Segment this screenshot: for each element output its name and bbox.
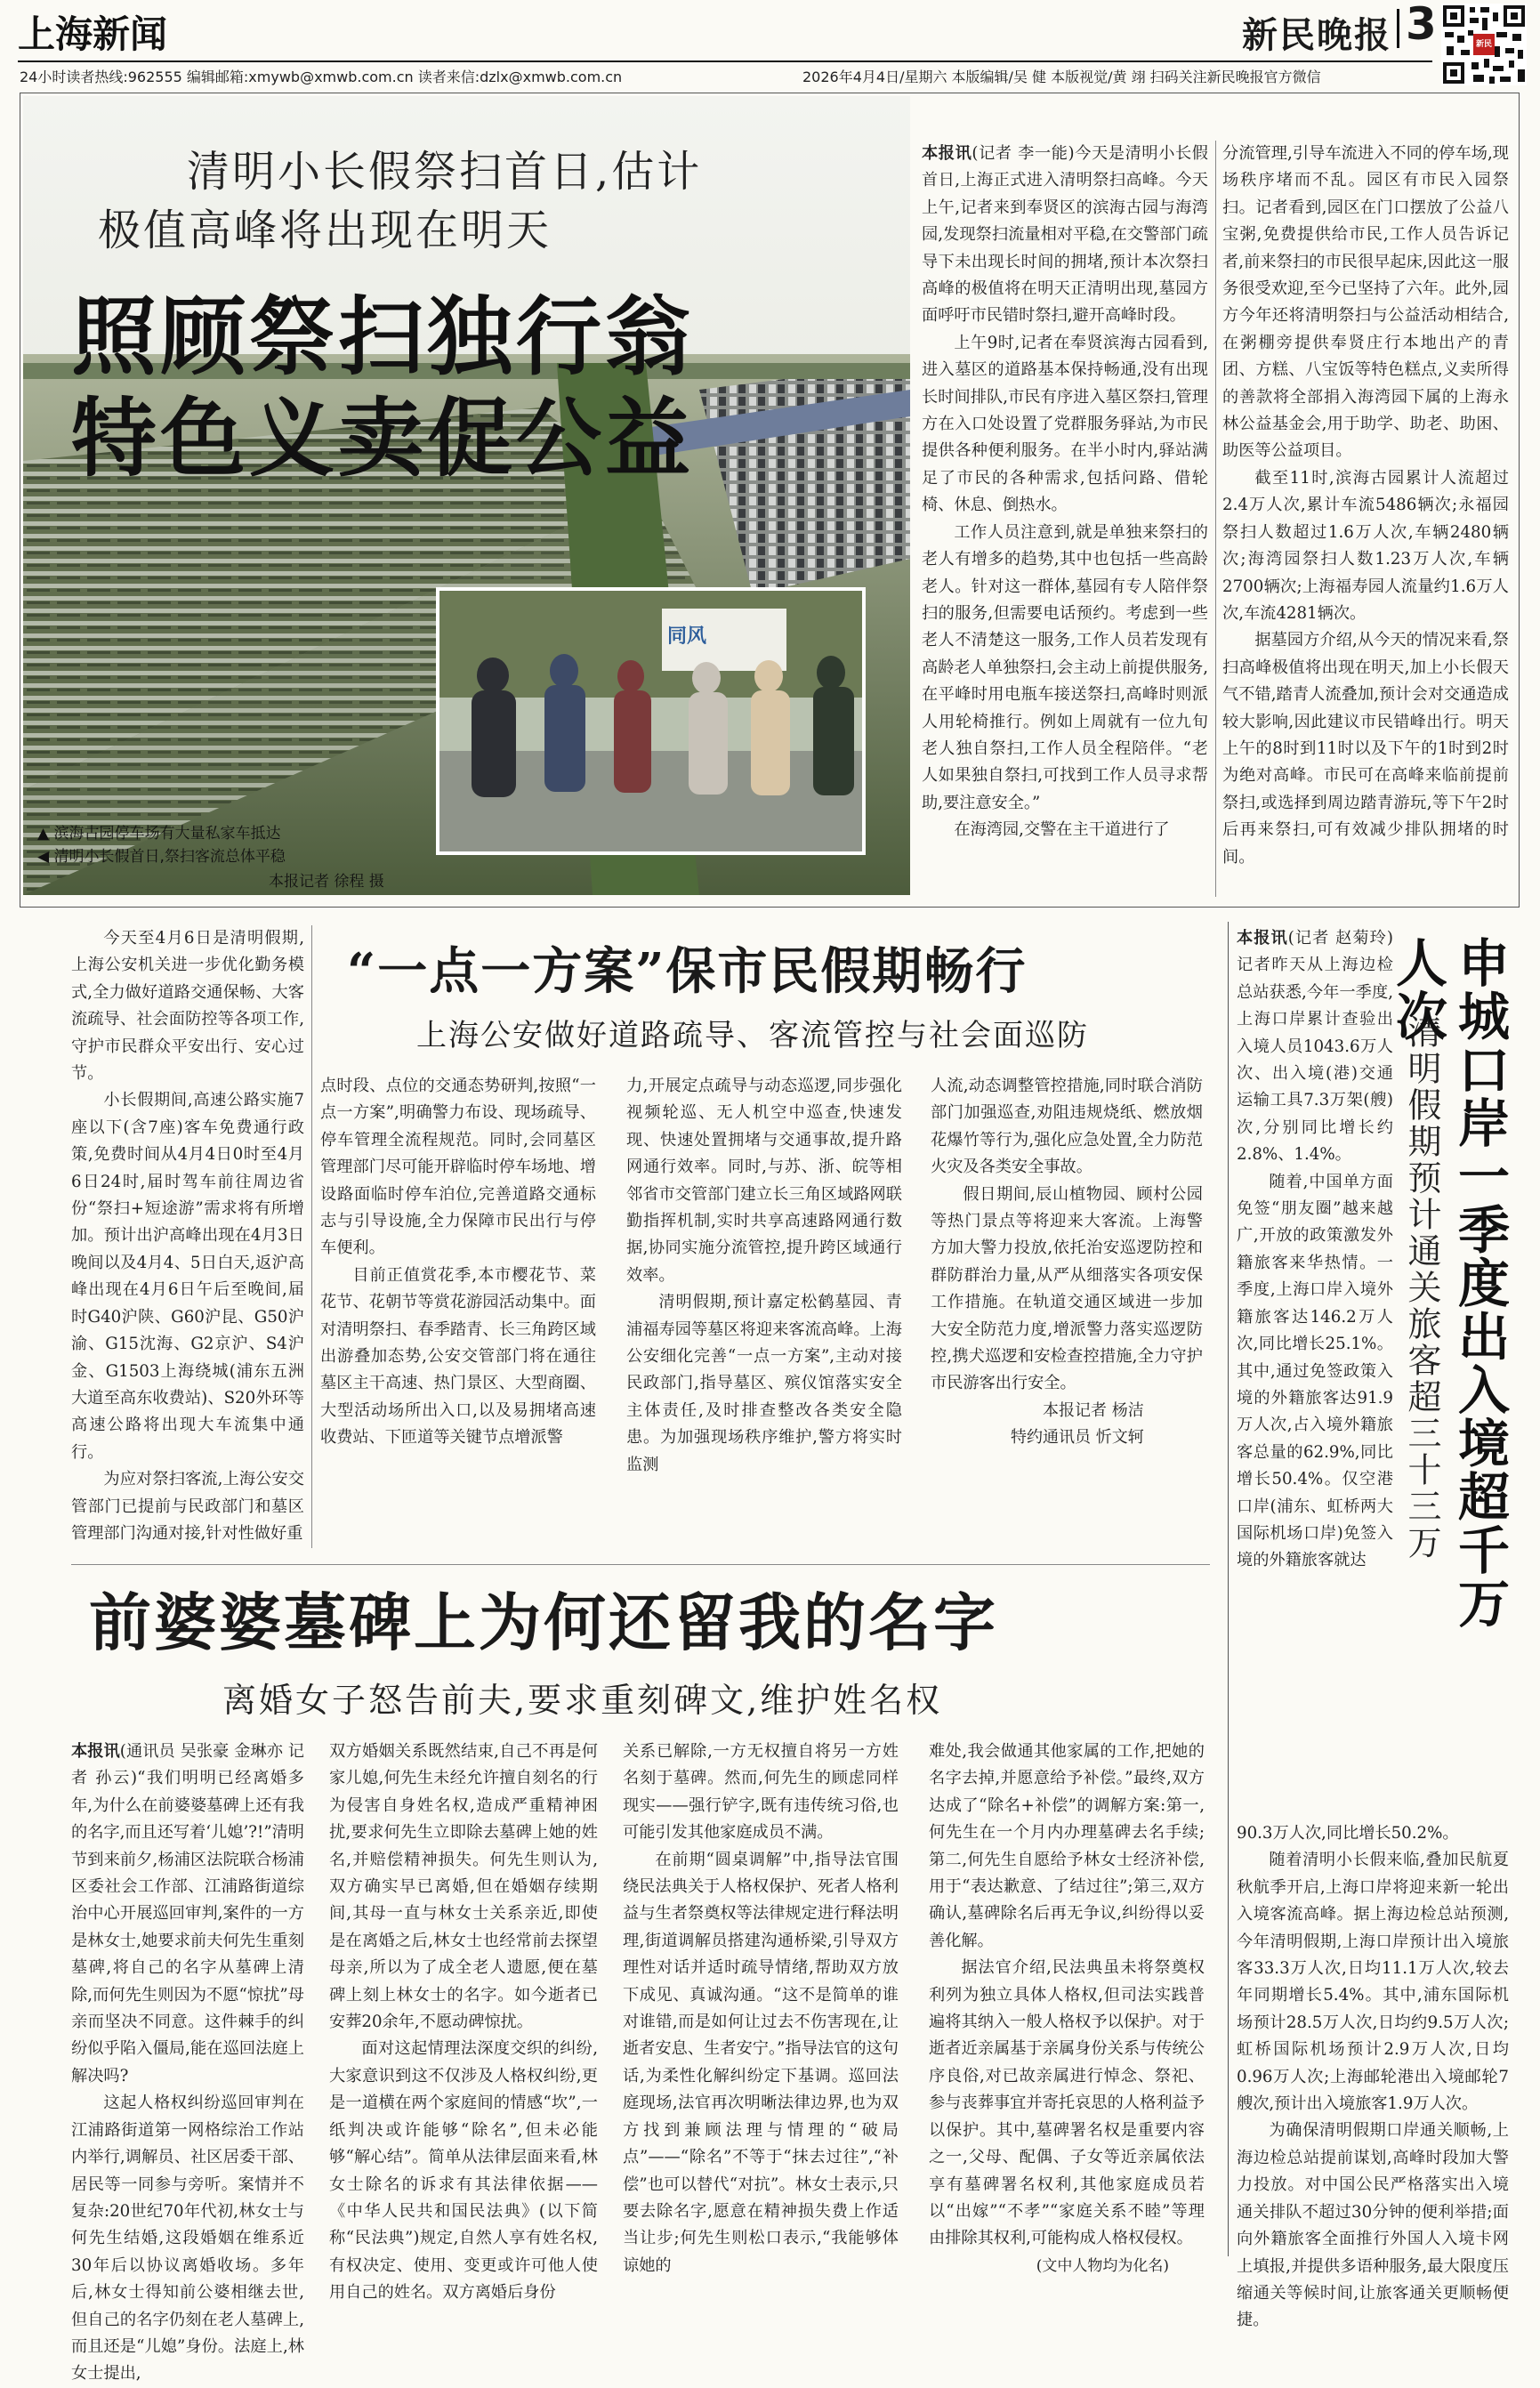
story1-photo-credit: 本报记者 徐程 摄 <box>269 873 384 891</box>
story4-lead: 本报讯 <box>1237 929 1288 948</box>
story1-kicker <box>98 142 702 260</box>
story1-p3: 工作人员注意到,就是单独来祭扫的老人有增多的趋势,其中也包括一些高龄老人。针对这一群体,墓园有专人陪伴祭扫的服务,但需要电话预约。考虑到一些老人不清楚这一服务,工作人员若发现有高龄老人单独祭扫,会主动上前提供服务,在平峰时用电瓶车接送祭扫,高峰时则派人用轮椅推行。例如上周就有一位九旬老人独自祭扫,工作人员全程陪伴。“老人如果独自祭扫,可找到工作人员寻求帮助,要注意安全。” <box>922 522 1208 812</box>
story2-body-col2 <box>320 1073 596 1558</box>
story1-col-rule <box>1215 141 1216 897</box>
story1-p2: 上午9时,记者在奉贤滨海古园看到,进入墓区的道路基本保持畅通,没有出现长时间排队,市民有序进入墓区祭扫,管理方在入口处设置了党群服务驿站,为市民提供各种便利服务。在半小时内,驿站满足了市民的各种需求,包括问路、借轮椅、休息、倒热水。 <box>922 333 1208 515</box>
story2-body-col4 <box>931 1073 1203 1558</box>
visitors-crowd-image <box>439 591 862 851</box>
story4-box-border <box>1228 922 1229 2256</box>
story2-headline: “一点一方案”保市民假期畅行 <box>347 942 1028 1001</box>
story3-p6: 在前期“圆桌调解”中,指导法官围绕民法典关于人格权保护、死者人格利益与生者祭奠权等法律规定进行释法明理,街道调解员搭建沟通桥梁,引导双方理性对话并适时疏导情绪,帮助双方放下成见、真诚沟通。“这不是简单的谁对谁错,而是如何让过去不伤害现在,让逝者安息、生者安宁。”指导法官的这句话,为柔性化解纠纷定下基调。巡回法庭现场,法官再次明晰法律边界,也为双方找到兼顾法理与情理的“破局点”——“除名”不等于“抹去过往”,“补偿”也可以替代“对抗”。林女士表示,只要去除名字,愿意在精神损失费上作适当让步;何先生则松口表示,“我能够体谅她的 <box>623 1850 899 2275</box>
story4-p4: 随着清明小长假来临,叠加民航夏秋航季开启,上海口岸将迎来新一轮出入境客流高峰。据上海边检总站预测,今年清明假期,上海口岸预计出入境旅客33.3万人次,日均11.1万人次,较去年同期增长5.4%。其中,浦东国际机场预计28.5万人次,日均约9.5万人次;虹桥国际机场预计2.9万人次,日均0.96万人次;上海邮轮港出入境邮轮7艘次,预计出入境旅客1.9万人次。 <box>1237 1851 1509 2114</box>
story3-p7: 难处,我会做通其他家属的工作,把她的名字去掉,并愿意给予补偿。”最终,双方达成了“除名+补偿”的调解方案:第一,何先生在一个月内办理墓碑去名手续;第二,何先生自愿给予林女士经济补偿,用于“表达歉意、了结过往”;第三,双方确认,墓碑除名后再无争议,纠纷得以妥善化解。 <box>929 1742 1205 1950</box>
story3-p2: 这起人格权纠纷巡回审判在江浦路街道第一网格综治工作站内举行,调解员、社区居委干部、居民等一同参与旁听。案情并不复杂:20世纪70年代初,林女士与何先生结婚,这段婚姻在维系近30年后以协议离婚收场。多年后,林女士得知前公婆相继去世,但自己的名字仍刻在老人墓碑上,而且还是“儿媳”身份。法庭上,林女士提出, <box>71 2094 304 2384</box>
story4-body-bottom <box>1237 1820 1509 2330</box>
story2-p9: 假日期间,辰山植物园、顾村公园等热门景点等将迎来大客流。上海警方加大警力投放,依托治安巡逻防控和群防群治力量,从严从细落实各项安保工作措施。在轨道交通区域进一步加大安全防范力度,增派警力落实巡逻防控,携犬巡逻和安检查控措施,全力守护市民游客出行安全。 <box>931 1184 1203 1393</box>
story3-p5: 关系已解除,一方无权擅自将另一方姓名刻于墓碑。然而,何先生的顾虑同样现实——强行铲字,既有违传统习俗,也可能引发其他家庭成员不满。 <box>623 1742 899 1843</box>
story3-p3: 双方婚姻关系既然结束,自己不再是何家儿媳,何先生未经允许擅自刻名的行为侵害自身姓名权,造成严重精神困扰,要求何先生立即除去墓碑上她的姓名,并赔偿精神损失。何先生则认为,双方确实早已离婚,但在婚姻存续期间,其母一直与林女士关系亲近,即使是在离婚之后,林女士也经常前去探望母亲,所以为了成全老人遗愿,便在墓碑上刻上林女士的名字。如今逝者已安葬20余年,不愿动碑惊扰。 <box>329 1742 598 2032</box>
reader-hotline: 24小时读者热线:962555 编辑邮箱:xmywb@xmwb.com.cn 读者来信:dzlx@xmwb.com.cn <box>20 69 623 85</box>
header-rule <box>18 61 1432 62</box>
story2-body-col3 <box>626 1073 902 1558</box>
story1-lead: 本报讯 <box>922 144 972 163</box>
story1-headline <box>71 286 694 489</box>
story4-p2: 随着,中国单方面免签“朋友圈”越来越广,开放的政策激发外籍旅客来华热情。一季度,上海口岸入境外籍旅客达146.2万人次,同比增长25.1%。其中,通过免签政策入境的外籍旅客达91.9万人次,占入境外籍旅客总量的62.9%,同比增长50.4%。仅空港口岸(浦东、虹桥两大国际机场口岸)免签入境的外籍旅客就达 <box>1237 1172 1393 1570</box>
story3-note: (文中人物均为化名) <box>1036 2256 1169 2275</box>
story4-p1: 本报讯(记者 赵菊玲)记者昨天从上海边检总站获悉,今年一季度,上海口岸累计查验出入境人员1043.6万人次、出入境(港)交通运输工具7.3万架(艘)次,分别同比增长约2.8%、1.4%。 <box>1237 929 1393 1165</box>
page-header <box>0 0 1540 89</box>
story3-subhead: 离婚女子怒告前夫,要求重刻碑文,维护姓名权 <box>222 1681 943 1720</box>
story1-p6: 截至11时,滨海古园累计人流超过2.4万人次,累计车流5486辆次;永福园祭扫人数超过1.6万人次,车辆2480辆次;海湾园祭扫人数1.23万人次,车辆2700辆次;上海福寿园人流量约1.6万人次,车流4281辆次。 <box>1222 468 1509 623</box>
story1-p4: 在海湾园,交警在主干道进行了 <box>954 820 1170 840</box>
story3-lead: 本报讯 <box>71 1742 120 1761</box>
story2-body-col1 <box>71 925 304 1557</box>
story1-kicker-line2: 极值高峰将出现在明天 <box>98 206 552 255</box>
story2-p6: 力,开展定点疏导与动态巡逻,同步强化视频轮巡、无人机空中巡查,快速发现、快速处置拥堵与交通事故,提升路网通行效率。同时,与苏、浙、皖等相邻省市交管部门建立长三角区域路网联勤指挥机制,实时共享高速路网通行数据,协同实施分流管控,提升跨区域通行效率。 <box>626 1077 902 1285</box>
story2-p4: 点时段、点位的交通态势研判,按照“一点一方案”,明确警力布设、现场疏导、停车管理全流程规范。同时,会同墓区管理部门尽可能开辟临时停车场地、增设路面临时停车泊位,完善道路交通标志与引导设施,全力保障市民出行与停车便利。 <box>320 1077 596 1258</box>
story4-p3: 90.3万人次,同比增长50.2%。 <box>1237 1824 1459 1843</box>
story3-body-col3 <box>623 1739 899 2275</box>
story1-p1: 本报讯(记者 李一能)今天是清明小长假首日,上海正式进入清明祭扫高峰。今天上午,记者来到奉贤区的滨海古园与海湾园,发现祭扫流量相对平稳,在交警部门疏导下未出现长时间的拥堵,预计本次祭扫高峰的极值将在明天正清明出现,墓园方面呼吁市民错时祭扫,避开高峰时段。 <box>922 144 1208 326</box>
story4-subhead: 清明假期预计通关旅客超三十三万 <box>1402 1014 1441 1561</box>
story2-p7: 清明假期,预计嘉定松鹤墓园、青浦福寿园等墓区将迎来客流高峰。上海公安细化完善“一点一方案”,主动对接民政部门,指导墓区、殡仪馆落实安全主体责任,及时排查整改各类安全隐患。为加强现场秩序维护,警方将实时监测 <box>626 1293 902 1474</box>
story2-byline-1: 本报记者 杨洁 <box>1043 1400 1144 1420</box>
story2-p3: 为应对祭扫客流,上海公安交管部门已提前与民政部门和墓区管理部门沟通对接,针对性做好重 <box>71 1470 304 1543</box>
story3-p4: 面对这起情理法深度交织的纠纷,大家意识到这不仅涉及人格权纠纷,更是一道横在两个家庭间的情感“坎”,一纸判决或许能够“除名”,但未必能够“解心结”。简单从法律层面来看,林女士除名的诉求有其法律依据——《中华人民共和国民法典》(以下简称“民法典”)规定,自然人享有姓名权,有权决定、使用、变更或许可他人使用自己的姓名。双方离婚后身份 <box>329 2039 598 2303</box>
story1-headline-line2: 特色义卖促公益 <box>71 389 694 488</box>
story3-body-col4 <box>929 1739 1205 2275</box>
newspaper-brand: 新民晚报 <box>1242 14 1391 56</box>
story1-caption-2: ◀ 清明小长假首日,祭扫客流总体平稳 <box>37 848 286 866</box>
story4-headline: 申城口岸一季度出入境超千万人次 <box>1387 936 1510 1630</box>
story4-body-top <box>1237 925 1393 1797</box>
story2-subhead: 上海公安做好道路疏导、客流管控与社会面巡防 <box>416 1018 1089 1053</box>
story1-kicker-line1: 清明小长假祭扫首日,估计 <box>187 147 703 197</box>
qr-code[interactable] <box>1441 4 1527 85</box>
section-divider <box>71 1564 1210 1565</box>
story3-body-col2 <box>329 1739 598 2303</box>
story2-p2: 小长假期间,高速公路实施7座以下(含7座)客车免费通行政策,免费时间从4月4日0时至4月6日24时,届时驾车前往周边省份“祭扫+短途游”需求将有所增加。预计出沪高峰出现在4月3日晚间以及4月4、5日白天,返沪高峰出现在4月6日午后至晚间,届时G40沪陕、G60沪昆、G50沪渝、G15沈海、G2京沪、S4沪金、G1503上海绕城(浦东五洲大道至高东收费站)、S20外环等高速公路将出现大车流集中通行。 <box>71 1091 304 1462</box>
section-title: 上海新闻 <box>18 12 168 56</box>
page-number: 3 <box>1406 0 1437 50</box>
story1-body-col2 <box>1222 141 1509 900</box>
qr-logo-label: 新民 <box>1475 40 1492 49</box>
shop-sign: 同风 <box>667 625 707 648</box>
story3-p8: 据法官介绍,民法典虽未将祭奠权利列为独立具体人格权,但司法实践普遍将其纳入一般人格权予以保护。对于逝者近亲属基于亲属身份关系与传统公序良俗,对已故亲属进行悼念、祭祀、参与丧葬事宜并寄托哀思的人格利益予以保护。其中,墓碑署名权是重要内容之一,父母、配偶、子女等近亲属依法享有墓碑署名权利,其他家庭成员若以“出嫁”“不孝”“家庭关系不睦”等理由排除其权利,可能构成人格权侵权。 <box>929 1958 1205 2248</box>
story3-p1: 本报讯(通讯员 吴张豪 金琳亦 记者 孙云)“我们明明已经离婚多年,为什么在前婆婆墓碑上还有我的名字,而且还写着‘儿媳’?!”清明节到来前夕,杨浦区法院联合杨浦区委社会工作部、江浦路街道综治中心开展巡回审判,案件的一方是林女士,她要求前夫何先生重刻墓碑,将自己的名字从墓碑上清除,而何先生则因为不愿“惊扰”母亲而坚决不同意。这件棘手的纠纷似乎陷入僵局,能在巡回法庭上解决吗? <box>71 1742 304 2085</box>
story1-photo-visitors <box>436 587 866 855</box>
story2-byline-2: 特约通讯员 忻文轲 <box>1011 1428 1144 1448</box>
story4-p5: 为确保清明假期口岸通关顺畅,上海边检总站提前谋划,高峰时段加大警力投放。对中国公民严格落实出入境通关排队不超过30分钟的便利举措;面向外籍旅客全面推行外国人入境卡网上填报,并提供多语种服务,最大限度压缩通关等候时间,让旅客通关更顺畅便捷。 <box>1237 2121 1509 2330</box>
page-number-divider <box>1397 9 1399 48</box>
story1-p5: 分流管理,引导车流进入不同的停车场,现场秩序堵而不乱。园区有市民入园祭扫。记者看到,园区在门口摆放了公益八宝粥,免费提供给市民,工作人员告诉记者,前来祭扫的市民很早起床,因此这一服务很受欢迎,至今已坚持了六年。此外,园方今年还将清明祭扫与公益活动相结合,在粥棚旁提供奉贤庄行本地出产的青团、方糕、八宝饭等特色糕点,义卖所得的善款将全部捐入海湾园下属的上海永林公益基金会,用于助学、助老、助困、助医等公益项目。 <box>1222 144 1509 461</box>
story3-headline: 前婆婆墓碑上为何还留我的名字 <box>89 1585 998 1659</box>
dateline: 2026年4月4日/星期六 本版编辑/吴 健 本版视觉/黄 翊 扫码关注新民晚报官方微信 <box>802 69 1321 85</box>
story3-body-col1 <box>71 1739 304 2384</box>
story1-p7: 据墓园方介绍,从今天的情况来看,祭扫高峰极值将出现在明天,加上小长假天气不错,踏青人流叠加,预计会对交通造成较大影响,因此建议市民错峰出行。明天上午的8时到11时以及下午的1时到2时为绝对高峰。市民可在高峰来临前提前祭扫,或选择到周边踏青游玩,等下午2时后再来祭扫,可有效减少排队拥堵的时间。 <box>1222 631 1509 867</box>
story2-p1: 今天至4月6日是清明假期,上海公安机关进一步优化勤务模式,全力做好道路交通保畅、大客流疏导、社会面防控等各项工作,守护市民群众平安出行、安心过节。 <box>71 929 304 1084</box>
story2-col-rule-1 <box>311 925 312 1548</box>
story1-headline-line1: 照顾祭扫独行翁 <box>71 287 694 387</box>
story2-p5: 目前正值赏花季,本市樱花节、菜花节、花朝节等赏花游园活动集中。面对清明祭扫、春季踏青、长三角跨区域出游叠加态势,公安交管部门将在通往墓区主干高速、热门景区、大型商圈、大型活动场所出入口,以及易拥堵高速收费站、下匝道等关键节点增派警 <box>320 1265 596 1448</box>
story2-p8: 人流,动态调整管控措施,同时联合消防部门加强巡查,劝阻违规烧纸、燃放烟花爆竹等行为,强化应急处置,全力防范火灾及各类安全事故。 <box>931 1077 1203 1177</box>
story1-body-col1 <box>922 141 1208 900</box>
story1-caption-1: ▲ 滨海古园停车场有大量私家车抵达 <box>37 825 281 843</box>
